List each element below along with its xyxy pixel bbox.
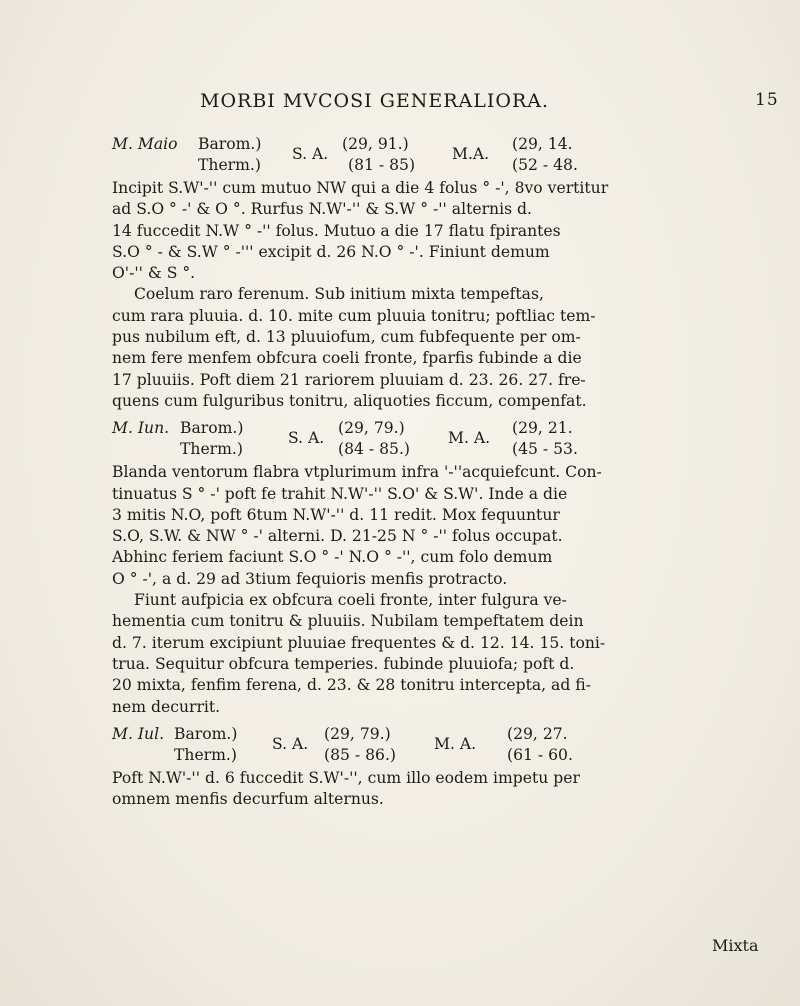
text-line: Fiunt aufpicia ex obfcura coeli fronte, inter fulgura ve-	[134, 591, 567, 610]
running-title: MORBI MVCOSI GENERALIORA.	[200, 90, 550, 112]
text-line: nem decurrit.	[112, 697, 221, 716]
text-line: Coelum raro ferenum. Sub initium mixta tempeftas,	[134, 285, 544, 304]
sa-label: S. A.	[292, 145, 329, 163]
text-line: tinuatus S ° -' poft fe trahit N.W'-'' S.O' & S.W'. Inde a die	[112, 484, 568, 503]
text-line: ad S.O ° -' & O °. Rurfus N.W'-'' & S.W ° -'' alternis d.	[112, 200, 532, 219]
sa-barometer-value: (29, 79.)	[338, 419, 405, 438]
ma-thermometer-value: (61 - 60.	[507, 745, 573, 764]
observation-table-july	[112, 724, 772, 768]
ma-label: M. A.	[434, 734, 477, 753]
barometer-label: Barom.)	[180, 419, 244, 438]
text-line: 20 mixta, fenfim ferena, d. 23. & 28 tonitru intercepta, ad fi-	[112, 676, 591, 695]
sa-label: S. A.	[272, 734, 309, 753]
ma-thermometer-value: (45 - 53.	[512, 440, 578, 459]
text-line: Incipit S.W'-'' cum mutuo NW qui a die 4 folus ° -', 8vo vertitur	[112, 179, 609, 197]
text-line: d. 7. iterum excipiunt pluuiae frequentes & d. 12. 14. 15. toni-	[112, 633, 606, 652]
barometer-label: Barom.)	[174, 724, 238, 743]
text-line: 3 mitis N.O, poft 6tum N.W'-'' d. 11 redit. Mox fequuntur	[112, 505, 560, 524]
barometer-label: Barom.)	[198, 135, 262, 153]
text-line: cum rara pluuia. d. 10. mite cum pluuia tonitru; poftliac tem-	[112, 306, 596, 325]
month-label: M. Iul.	[112, 724, 165, 743]
ma-thermometer-value: (52 - 48.	[512, 156, 578, 174]
thermometer-label: Therm.)	[180, 440, 243, 459]
text-line: O'-'' & S °.	[112, 264, 196, 283]
observation-table-june	[112, 418, 772, 462]
body-text	[112, 134, 772, 810]
text-line: Blanda ventorum flabra vtplurimum infra '-''acquiefcunt. Con-	[112, 463, 602, 482]
text-line: S.O, S.W. & NW ° -' alterni. D. 21-25 N ° -'' folus occupat.	[112, 527, 563, 546]
text-line: 17 pluuiis. Poft diem 21 rariorem pluuiam d. 23. 26. 27. fre-	[112, 370, 586, 389]
text-line: S.O ° - & S.W ° -''' excipit d. 26 N.O ° -'. Finiunt demum	[112, 242, 550, 261]
month-label: M. Iun.	[112, 419, 170, 438]
text-line: O ° -', a d. 29 ad 3tium fequioris menfis protracto.	[112, 569, 508, 588]
thermometer-label: Therm.)	[174, 745, 237, 764]
text-line: 14 fuccedit N.W ° -'' folus. Mutuo a die 17 flatu fpirantes	[112, 221, 561, 240]
text-line: Abhinc feriem faciunt S.O ° -' N.O ° -'', cum folo demum	[112, 548, 553, 567]
page-number: 15	[755, 90, 779, 110]
sa-thermometer-value: (81 - 85)	[348, 156, 416, 174]
text-line: Poft N.W'-'' d. 6 fuccedit S.W'-'', cum illo eodem impetu per	[112, 768, 580, 787]
observation-table-may	[112, 134, 772, 178]
sa-barometer-value: (29, 91.)	[342, 135, 409, 153]
text-line: trua. Sequitur obfcura temperies. fubinde pluuiofa; poft d.	[112, 654, 575, 673]
thermometer-label: Therm.)	[198, 156, 261, 174]
month-label: M. Maio	[112, 135, 178, 153]
text-line: nem fere menfem obfcura coeli fronte, fparfis fubinde a die	[112, 349, 582, 368]
ma-barometer-value: (29, 27.	[507, 724, 568, 743]
text-line: quens cum fulguribus tonitru, aliquoties ficcum, compenfat.	[112, 391, 587, 410]
text-line: omnem menfis decurfum alternus.	[112, 790, 384, 809]
sa-thermometer-value: (85 - 86.)	[324, 745, 396, 764]
text-line: hementia cum tonitru & pluuiis. Nubilam tempeftatem dein	[112, 612, 584, 631]
sa-barometer-value: (29, 79.)	[324, 724, 391, 743]
sa-label: S. A.	[288, 429, 325, 448]
catchword: Mixta	[712, 936, 759, 955]
text-line: pus nubilum eft, d. 13 pluuiofum, cum fubfequente per om-	[112, 328, 581, 347]
ma-barometer-value: (29, 14.	[512, 135, 573, 153]
sa-thermometer-value: (84 - 85.)	[338, 440, 410, 459]
ma-label: M. A.	[448, 429, 491, 448]
ma-barometer-value: (29, 21.	[512, 419, 573, 438]
ma-label: M.A.	[452, 145, 490, 163]
